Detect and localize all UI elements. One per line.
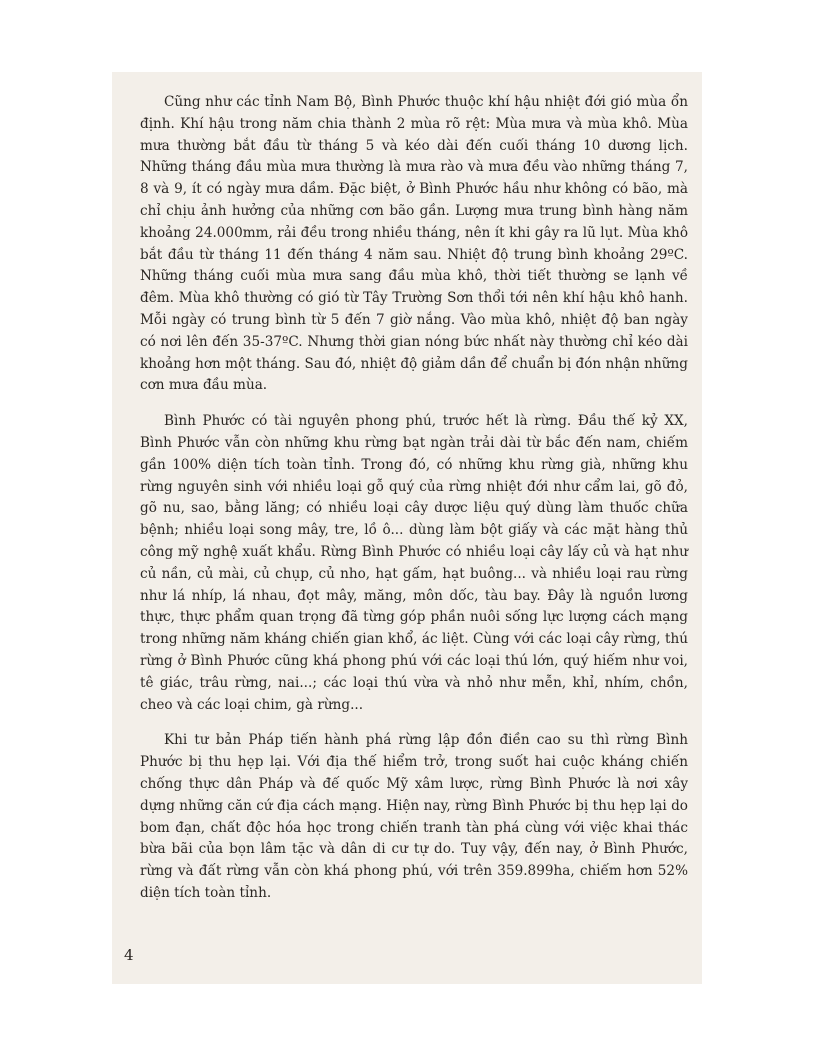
paragraph-climate: Cũng như các tỉnh Nam Bộ, Bình Phước thuộc khí hậu nhiệt đới gió mùa ổn định. Khí hậu trong năm chia thành 2 mùa rõ rệt: Mùa mưa và mùa khô. Mùa mưa thường bắt đầu từ tháng 5 và kéo dài đến cuối tháng 10 dương lịch. Những tháng đầu mùa mưa thường là mưa rào và mưa đều vào những tháng 7, 8 và 9, ít có ngày mưa dầm. Đặc biệt, ở Bình Phước hầu như không có bão, mà chỉ chịu ảnh hưởng của những cơn bão gần. Lượng mưa trung bình hàng năm khoảng 24.000mm, rải đều trong nhiều tháng, nên ít khi gây ra lũ lụt. Mùa khô bắt đầu từ tháng 11 đến tháng 4 năm sau. Nhiệt độ trung bình khoảng 29ºC. Những tháng cuối mùa mưa sang đầu mùa khô, thời tiết thường se lạnh về đêm. Mùa khô thường có gió từ Tây Trường Sơn thổi tới nên khí hậu khô hanh. Mỗi ngày có trung bình từ 5 đến 7 giờ nắng. Vào mùa khô, nhiệt độ ban ngày có nơi lên đến 35-37ºC. Nhưng thời gian nóng bức nhất này thường chỉ kéo dài khoảng hơn một tháng. Sau đó, nhiệt độ giảm dần để chuẩn bị đón nhận những cơn mưa đầu mùa. (140, 94, 688, 394)
page-number: 4 (124, 946, 134, 964)
book-page (112, 72, 702, 984)
paragraph-forest-history: Khi tư bản Pháp tiến hành phá rừng lập đồn điền cao su thì rừng Bình Phước bị thu hẹp lại. Với địa thế hiểm trở, trong suốt hai cuộc kháng chiến chống thực dân Pháp và đế quốc Mỹ xâm lược, rừng Bình Phước là nơi xây dựng những căn cứ địa cách mạng. Hiện nay, rừng Bình Phước bị thu hẹp lại do bom đạn, chất độc hóa học trong chiến tranh tàn phá cùng với việc khai thác bừa bãi của bọn lâm tặc và dân di cư tự do. Tuy vậy, đến nay, ở Bình Phước, rừng và đất rừng vẫn còn khá phong phú, với trên 359.899ha, chiếm hơn 52% diện tích toàn tỉnh. (140, 732, 688, 901)
body-text (140, 92, 688, 919)
paragraph-forest-resources: Bình Phước có tài nguyên phong phú, trước hết là rừng. Đầu thế kỷ XX, Bình Phước vẫn còn những khu rừng bạt ngàn trải dài từ bắc đến nam, chiếm gần 100% diện tích toàn tỉnh. Trong đó, có những khu rừng già, những khu rừng nguyên sinh với nhiều loại gỗ quý của rừng nhiệt đới như cẩm lai, gõ đỏ, gõ nu, sao, bằng lăng; có nhiều loại cây dược liệu quý dùng làm thuốc chữa bệnh; nhiều loại song mây, tre, lồ ô... dùng làm bột giấy và các mặt hàng thủ công mỹ nghệ xuất khẩu. Rừng Bình Phước có nhiều loại cây lấy củ và hạt như củ nần, củ mài, củ chụp, củ nho, hạt gấm, hạt buông... và nhiều loại rau rừng như lá nhíp, lá nhau, đọt mây, măng, môn dốc, tàu bay. Đây là nguồn lương thực, thực phẩm quan trọng đã từng góp phần nuôi sống lực lượng cách mạng trong những năm kháng chiến gian khổ, ác liệt. Cùng với các loại cây rừng, thú rừng ở Bình Phước cũng khá phong phú với các loại thú lớn, quý hiếm như voi, tê giác, trâu rừng, nai...; các loại thú vừa và nhỏ như mễn, khỉ, nhím, chồn, cheo và các loại chim, gà rừng... (140, 413, 688, 713)
